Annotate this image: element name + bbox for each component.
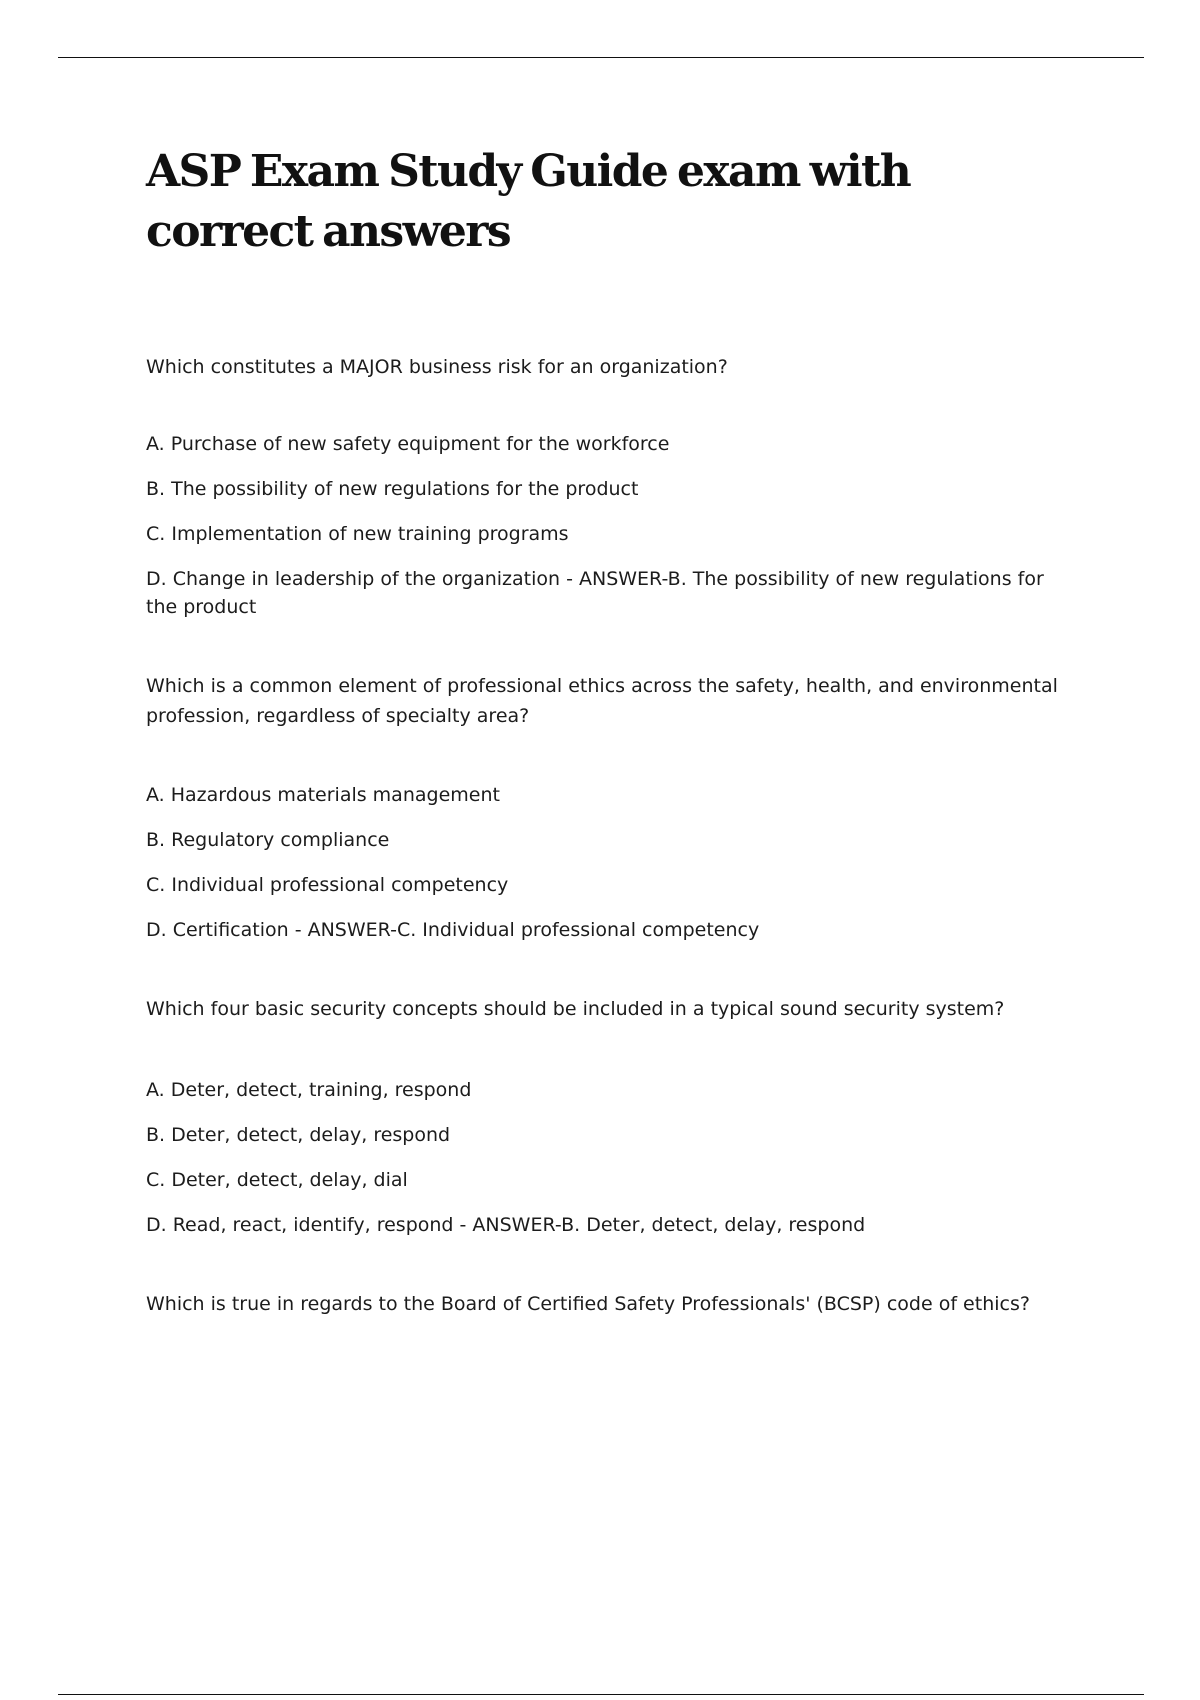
bottom-divider [58,1694,1144,1695]
answer-option: C. Implementation of new training programs [146,523,569,545]
question-block [146,1289,1066,1319]
answer-options [146,1076,1066,1239]
question-text: Which is a common element of professional ethics across the safety, health, and environmental profession, regardless of specialty area? [146,675,1058,727]
answer-option: C. Deter, detect, delay, dial [146,1169,408,1191]
document-title: ASP Exam Study Guide exam with correct answers [146,146,911,257]
question-text: Which constitutes a MAJOR business risk for an organization? [146,356,728,378]
answer-option: B. Deter, detect, delay, respond [146,1124,451,1146]
question-block [146,671,1066,944]
top-divider [58,57,1144,58]
answer-option-with-answer: D. Change in leadership of the organization - ANSWER-B. The possibility of new regulations for the product [146,568,1044,618]
answer-option: A. Deter, detect, training, respond [146,1079,472,1101]
answer-options [146,781,1066,944]
question-text: Which is true in regards to the Board of Certified Safety Professionals' (BCSP) code of ethics? [146,1293,1030,1315]
answer-options [146,430,1066,621]
question-text: Which four basic security concepts should be included in a typical sound security system? [146,998,1005,1020]
question-block [146,352,1066,621]
question-block [146,994,1066,1239]
answer-option: B. The possibility of new regulations for the product [146,478,639,500]
answer-option-with-answer: D. Certification - ANSWER-C. Individual professional competency [146,919,760,941]
question-list [146,352,1066,1319]
answer-option-with-answer: D. Read, react, identify, respond - ANSWER-B. Deter, detect, delay, respond [146,1214,866,1236]
answer-option: B. Regulatory compliance [146,829,390,851]
answer-option: A. Hazardous materials management [146,784,500,806]
answer-option: A. Purchase of new safety equipment for the workforce [146,433,670,455]
answer-option: C. Individual professional competency [146,874,509,896]
document-body [146,142,1066,1367]
